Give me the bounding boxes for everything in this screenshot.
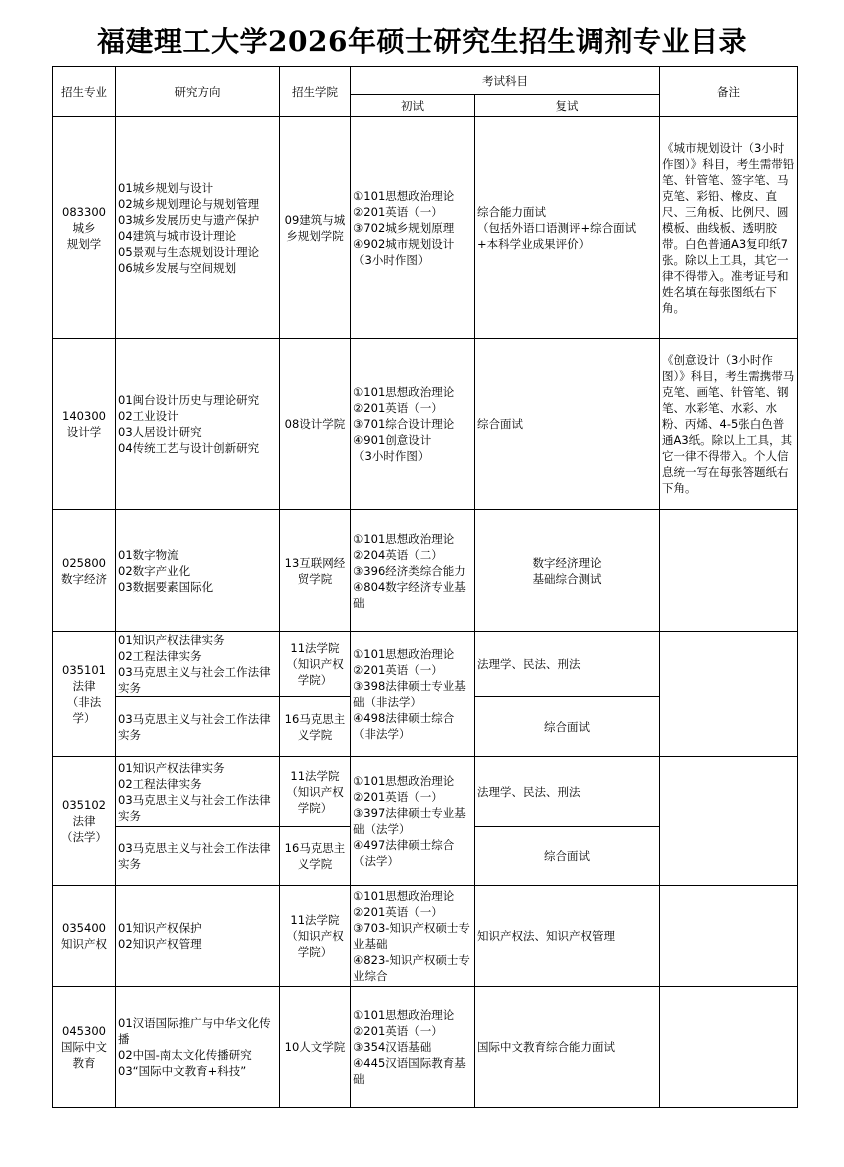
retest-cell: 知识产权法、知识产权管理 [475, 886, 660, 987]
retest-cell: 数字经济理论 基础综合测试 [475, 510, 660, 632]
remark-cell [660, 757, 798, 886]
retest-cell: 综合面试 [475, 339, 660, 510]
page-title: 福建理工大学2026年硕士研究生招生调剂专业目录 [97, 25, 747, 58]
header-retest: 复试 [475, 95, 660, 117]
college-cell: 10人文学院 [280, 987, 351, 1108]
initial-exam-cell: ①101思想政治理论 ②201英语（一） ③354汉语基础 ④445汉语国际教育基础 [351, 987, 475, 1108]
initial-exam-cell: ①101思想政治理论 ②201英语（一） ③397法律硕士专业基础（法学） ④497法律硕士综合（法学） [351, 757, 475, 886]
table-row [53, 632, 798, 697]
major-cell: 083300 城乡 规划学 [53, 117, 116, 339]
initial-exam-cell: ①101思想政治理论 ②204英语（二） ③396经济类综合能力 ④804数字经济专业基础 [351, 510, 475, 632]
college-cell: 11法学院（知识产权学院） [280, 632, 351, 697]
college-cell: 09建筑与城乡规划学院 [280, 117, 351, 339]
header-college: 招生学院 [280, 67, 351, 117]
retest-cell: 法理学、民法、刑法 [475, 757, 660, 827]
retest-cell: 法理学、民法、刑法 [475, 632, 660, 697]
remark-cell: 《创意设计（3小时作图）》科目，考生需携带马克笔、画笔、针管笔、钢笔、水彩笔、水彩、水粉、丙烯、4-5张白色普通A3纸。除以上工具，其它一律不得带入。个人信息统一写在每张答题纸右下角。 [660, 339, 798, 510]
direction-cell: 01知识产权保护 02知识产权管理 [116, 886, 280, 987]
college-cell: 16马克思主义学院 [280, 697, 351, 757]
direction-cell: 01城乡规划与设计 02城乡规划理论与规划管理 03城乡发展历史与遗产保护 04建筑与城市设计理论 05景观与生态规划设计理论 06城乡发展与空间规划 [116, 117, 280, 339]
retest-cell: 综合能力面试 （包括外语口语测评+综合面试+本科学业成果评价） [475, 117, 660, 339]
remark-cell: 《城市规划设计（3小时作图）》科目，考生需带铅笔、针管笔、签字笔、马克笔、彩铅、橡皮、直尺、三角板、比例尺、圆模板、曲线板、透明胶带。白色普通A3复印纸7张。除以上工具，其它一律不得带入。准考证号和姓名填在每张图纸右下角。 [660, 117, 798, 339]
major-cell: 035102 法律 （法学） [53, 757, 116, 886]
direction-cell: 01汉语国际推广与中华文化传播 02中国-南太文化传播研究 03“国际中文教育+科技” [116, 987, 280, 1108]
direction-cell: 01知识产权法律实务 02工程法律实务 03马克思主义与社会工作法律实务 [116, 632, 280, 697]
table-row [53, 987, 798, 1108]
table-row [53, 886, 798, 987]
initial-exam-cell: ①101思想政治理论 ②201英语（一） ③703-知识产权硕士专业基础 ④823-知识产权硕士专业综合 [351, 886, 475, 987]
direction-cell: 01数字物流 02数字产业化 03数据要素国际化 [116, 510, 280, 632]
remark-cell [660, 632, 798, 757]
college-cell: 08设计学院 [280, 339, 351, 510]
catalog-table [52, 66, 798, 1108]
major-cell: 045300 国际中文 教育 [53, 987, 116, 1108]
initial-exam-cell: ①101思想政治理论 ②201英语（一） ③701综合设计理论 ④901创意设计 （3小时作图） [351, 339, 475, 510]
direction-cell: 01知识产权法律实务 02工程法律实务 03马克思主义与社会工作法律实务 [116, 757, 280, 827]
college-cell: 16马克思主义学院 [280, 827, 351, 886]
table-row [53, 757, 798, 827]
major-cell: 140300 设计学 [53, 339, 116, 510]
direction-cell: 01闽台设计历史与理论研究 02工业设计 03人居设计研究 04传统工艺与设计创新研究 [116, 339, 280, 510]
header-exam-subjects: 考试科目 [351, 67, 660, 95]
header-major: 招生专业 [53, 67, 116, 117]
initial-exam-cell: ①101思想政治理论 ②201英语（一） ③398法律硕士专业基础（非法学） ④498法律硕士综合（非法学） [351, 632, 475, 757]
initial-exam-cell: ①101思想政治理论 ②201英语（一） ③702城乡规划原理 ④902城市规划设计 （3小时作图） [351, 117, 475, 339]
major-cell: 035101 法律 （非法 学） [53, 632, 116, 757]
major-cell: 025800 数字经济 [53, 510, 116, 632]
retest-cell: 国际中文教育综合能力面试 [475, 987, 660, 1108]
table-row [53, 510, 798, 632]
direction-cell: 03马克思主义与社会工作法律实务 [116, 827, 280, 886]
college-cell: 13互联网经贸学院 [280, 510, 351, 632]
remark-cell [660, 987, 798, 1108]
major-cell: 035400 知识产权 [53, 886, 116, 987]
direction-cell: 03马克思主义与社会工作法律实务 [116, 697, 280, 757]
header-remark: 备注 [660, 67, 798, 117]
table-row [53, 117, 798, 339]
college-cell: 11法学院（知识产权学院） [280, 757, 351, 827]
retest-cell: 综合面试 [475, 827, 660, 886]
remark-cell [660, 886, 798, 987]
remark-cell [660, 510, 798, 632]
college-cell: 11法学院（知识产权学院） [280, 886, 351, 987]
table-row [53, 339, 798, 510]
header-initial: 初试 [351, 95, 475, 117]
retest-cell: 综合面试 [475, 697, 660, 757]
header-direction: 研究方向 [116, 67, 280, 117]
